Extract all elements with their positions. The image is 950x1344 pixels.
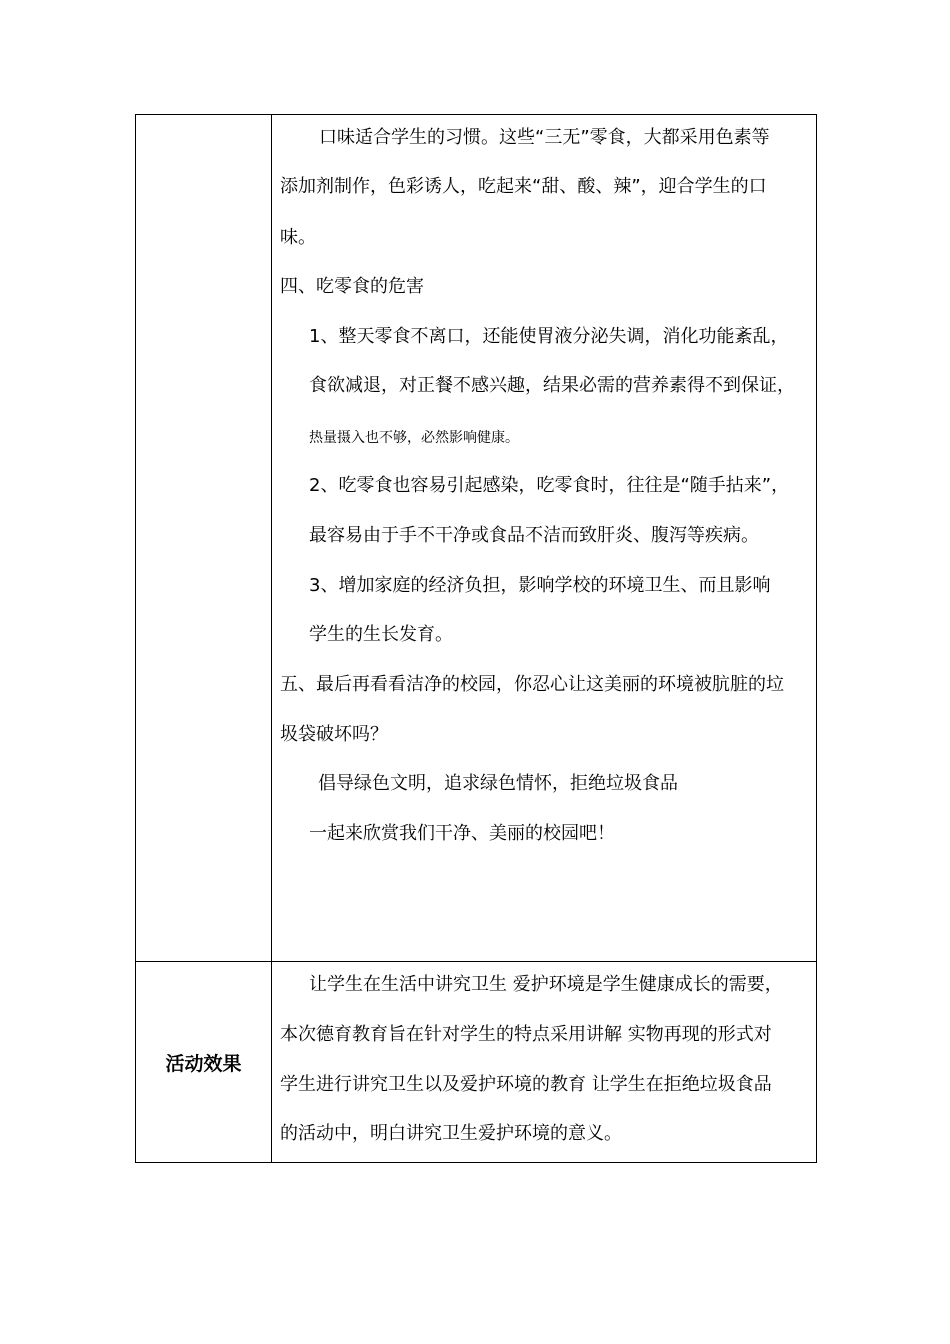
- document-table: [135, 114, 817, 1163]
- content-line: 学生的生长发育。: [309, 624, 453, 645]
- effect-line: 让学生在生活中讲究卫生 爱护环境是学生健康成长的需要，: [309, 974, 783, 995]
- content-line: 圾袋破坏吗？: [280, 724, 388, 745]
- content-line: 一起来欣赏我们干净、美丽的校园吧！: [309, 823, 615, 844]
- content-line: 2、吃零食也容易引起感染，吃零食时，往往是“随手拈来”，: [309, 475, 790, 496]
- effect-line: 学生进行讲究卫生以及爱护环境的教育 让学生在拒绝垃圾食品: [280, 1074, 772, 1095]
- effect-line: 本次德育教育旨在针对学生的特点采用讲解 实物再现的形式对: [280, 1024, 772, 1045]
- column-divider: [271, 115, 272, 1162]
- section-heading: 五、最后再看看洁净的校园，你忍心让这美丽的环境被肮脏的垃: [280, 674, 784, 695]
- content-line: 口味适合学生的习惯。这些“三无”零食，大都采用色素等: [319, 127, 770, 148]
- effect-line: 的活动中，明白讲究卫生爱护环境的意义。: [280, 1123, 622, 1144]
- content-line: 味。: [280, 227, 316, 248]
- content-line: 1、整天零食不离口，还能使胃液分泌失调，消化功能紊乱，: [309, 326, 789, 347]
- content-line: 添加剂制作，色彩诱人，吃起来“甜、酸、辣”，迎合学生的口: [280, 176, 767, 197]
- effect-label: 活动效果: [165, 1052, 242, 1075]
- content-line: 食欲减退，对正餐不感兴趣，结果必需的营养素得不到保证，: [309, 375, 795, 396]
- content-line: 热量摄入也不够，必然影响健康。: [309, 430, 519, 446]
- content-line: 倡导绿色文明，追求绿色情怀，拒绝垃圾食品: [318, 773, 678, 794]
- section-heading: 四、吃零食的危害: [280, 276, 424, 297]
- content-line: 最容易由于手不干净或食品不洁而致肝炎、腹泻等疾病。: [309, 525, 759, 546]
- content-line: 3、增加家庭的经济负担，影响学校的环境卫生、而且影响: [309, 575, 771, 596]
